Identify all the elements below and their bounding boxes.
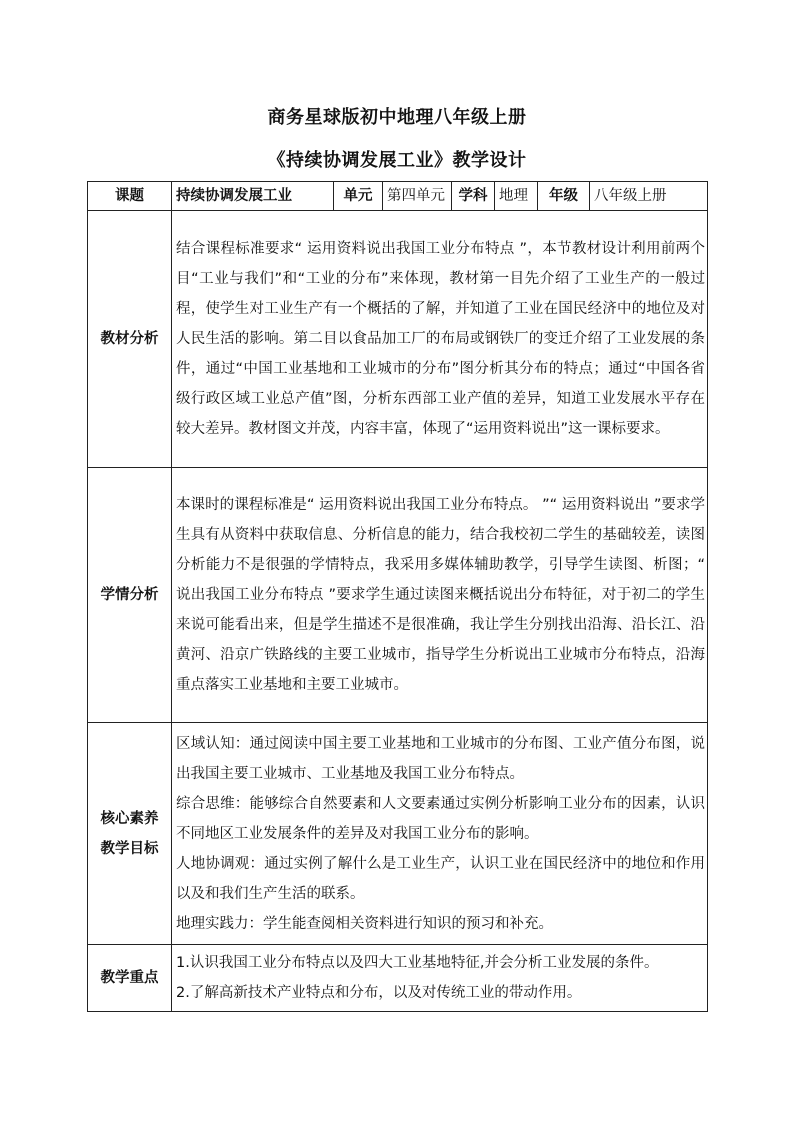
textbook-analysis-row — [88, 211, 708, 468]
goal-item: 人地协调观：通过实例了解什么是工业生产，认识工业在国民经济中的地位和作用以及和我们生产生活的联系。 — [176, 855, 705, 902]
info-row — [88, 182, 708, 211]
unit-value: 第四单元 — [383, 182, 452, 211]
subject-label: 学科 — [452, 182, 495, 211]
key-points-row — [88, 945, 708, 1012]
core-goals-label-line2: 教学目标 — [100, 840, 159, 857]
topic-value: 持续协调发展工业 — [172, 182, 334, 211]
key-points-content — [172, 945, 708, 1012]
core-goals-content — [172, 723, 708, 945]
goal-item: 地理实践力：学生能查阅相关资料进行知识的预习和补充。 — [176, 915, 553, 932]
textbook-analysis-label: 教材分析 — [88, 211, 172, 468]
core-goals-label-line1: 核心素养 — [100, 810, 159, 827]
learner-analysis-row — [88, 468, 708, 723]
key-point-item: 2.了解高新技术产业特点和分布，以及对传统工业的带动作用。 — [176, 985, 582, 1001]
grade-value: 八年级上册 — [590, 182, 708, 211]
core-goals-label — [88, 723, 172, 945]
learner-analysis-text: 本课时的课程标准是“ 运用资料说出我国工业分布特点。 ”“ 运用资料说出 ”要求学生具有从资料中获取信息、分析信息的能力，结合我校初二学生的基础较差，读图分析能力不是很强的学情特点，我采用多媒体辅助教学，引导学生读图、析图；“ 说出我国工业分布特点 ”要求学生通过读图来概括说出分布特征，对于初二的学生来说可能看出来，但是学生描述不是很准确，我让学生分别找出沿海、沿长江、沿黄河、沿京广铁路线的主要工业城市，指导学生分析说出工业城市分布特点，沿海重点落实工业基地和主要工业城市。 — [172, 468, 708, 723]
subject-value: 地理 — [495, 182, 538, 211]
unit-label: 单元 — [334, 182, 383, 211]
textbook-analysis-text: 结合课程标准要求“ 运用资料说出我国工业分布特点 ”，本节教材设计利用前两个目“工业与我们”和“工业的分布”来体现，教材第一目先介绍了工业生产的一般过程，使学生对工业生产有一个概括的了解，并知道了工业在国民经济中的地位及对人民生活的影响。第二目以食品加工厂的布局或钢铁厂的变迁介绍了工业发展的条件，通过“中国工业基地和工业城市的分布”图分析其分布的特点；通过“中国各省级行政区域工业总产值”图，分析东西部工业产值的差异，知道工业发展水平存在较大差异。教材图文并茂，内容丰富，体现了“运用资料说出”这一课标要求。 — [172, 211, 708, 468]
document-title: 商务星球版初中地理八年级上册 — [267, 107, 527, 128]
lesson-design-table — [87, 181, 708, 1012]
topic-label: 课题 — [88, 182, 172, 211]
core-goals-row — [88, 723, 708, 945]
document-subtitle: 《持续协调发展工业》教学设计 — [267, 150, 527, 171]
learner-analysis-label: 学情分析 — [88, 468, 172, 723]
key-point-item: 1.认识我国工业分布特点以及四大工业基地特征,并会分析工业发展的条件。 — [176, 955, 659, 971]
goal-item: 区域认知：通过阅读中国主要工业基地和工业城市的分布图、工业产值分布图，说出我国主要工业城市、工业基地及我国工业分布特点。 — [176, 735, 705, 782]
key-points-label: 教学重点 — [88, 945, 172, 1012]
grade-label: 年级 — [538, 182, 590, 211]
goal-item: 综合思维：能够综合自然要素和人文要素通过实例分析影响工业分布的因素，认识不同地区工业发展条件的差异及对我国工业分布的影响。 — [176, 795, 705, 842]
